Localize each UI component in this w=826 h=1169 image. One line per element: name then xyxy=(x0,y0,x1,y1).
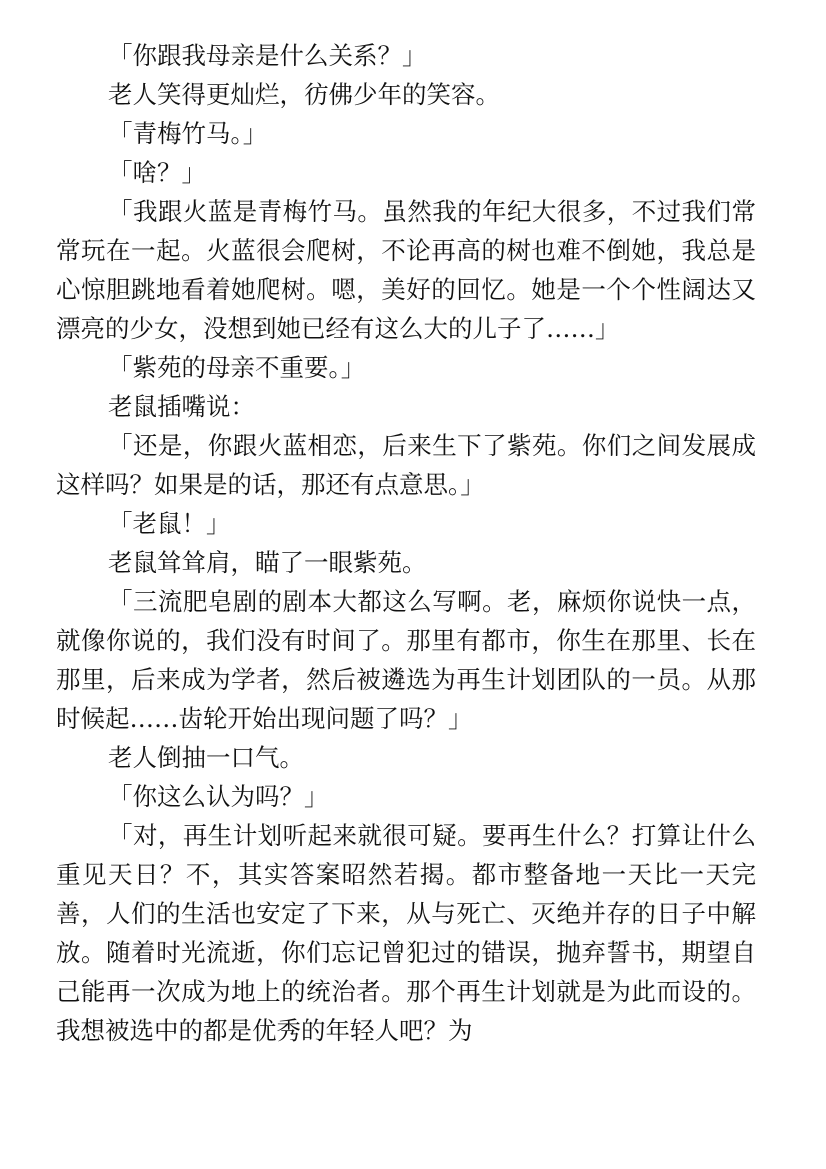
paragraph-4: 「啥？」 xyxy=(108,158,206,187)
paragraph-3: 「青梅竹马。」 xyxy=(108,119,268,148)
paragraph-8: 「还是，你跟火蓝相恋，后来生下了紫苑。你们之间发展成这样吗？如果是的话，那还有点意思。」 xyxy=(56,431,756,499)
paragraph-12: 老人倒抽一口气。 xyxy=(108,743,304,772)
paragraph-7: 老鼠插嘴说： xyxy=(108,392,255,421)
paragraph-13: 「你这么认为吗？」 xyxy=(108,782,329,811)
paragraph-6: 「紫苑的母亲不重要。」 xyxy=(108,353,366,382)
paragraph-14: 「对，再生计划听起来就很可疑。要再生什么？打算让什么重见天日？不，其实答案昭然若揭。都市整备地一天比一天完善，人们的生活也安定了下来，从与死亡、灭绝并存的日子中解放。随着时光流逝，你们忘记曾犯过的错误，抛弃誓书，期望自己能再一次成为地上的统治者。那个再生计划就是为此而设的。我想被选中的都是优秀的年轻人吧？为 xyxy=(56,821,756,1045)
paragraph-11: 「三流肥皂剧的剧本大都这么写啊。老，麻烦你说快一点，就像你说的，我们没有时间了。那里有都市，你生在那里、长在那里，后来成为学者，然后被遴选为再生计划团队的一员。从那时候起……齿轮开始出现问题了吗？」 xyxy=(56,587,756,733)
paragraph-5: 「我跟火蓝是青梅竹马。虽然我的年纪大很多，不过我们常常玩在一起。火蓝很会爬树，不论再高的树也难不倒她，我总是心惊胆跳地看着她爬树。嗯，美好的回忆。她是一个个性阔达又漂亮的少女，没想到她已经有这么大的儿子了……」 xyxy=(56,197,756,343)
paragraph-10: 老鼠耸耸肩，瞄了一眼紫苑。 xyxy=(108,548,427,577)
paragraph-2: 老人笑得更灿烂，彷佛少年的笑容。 xyxy=(108,80,500,109)
paragraph-1: 「你跟我母亲是什么关系？」 xyxy=(108,41,427,70)
paragraph-9: 「老鼠！」 xyxy=(108,509,231,538)
book-page xyxy=(56,36,756,1050)
